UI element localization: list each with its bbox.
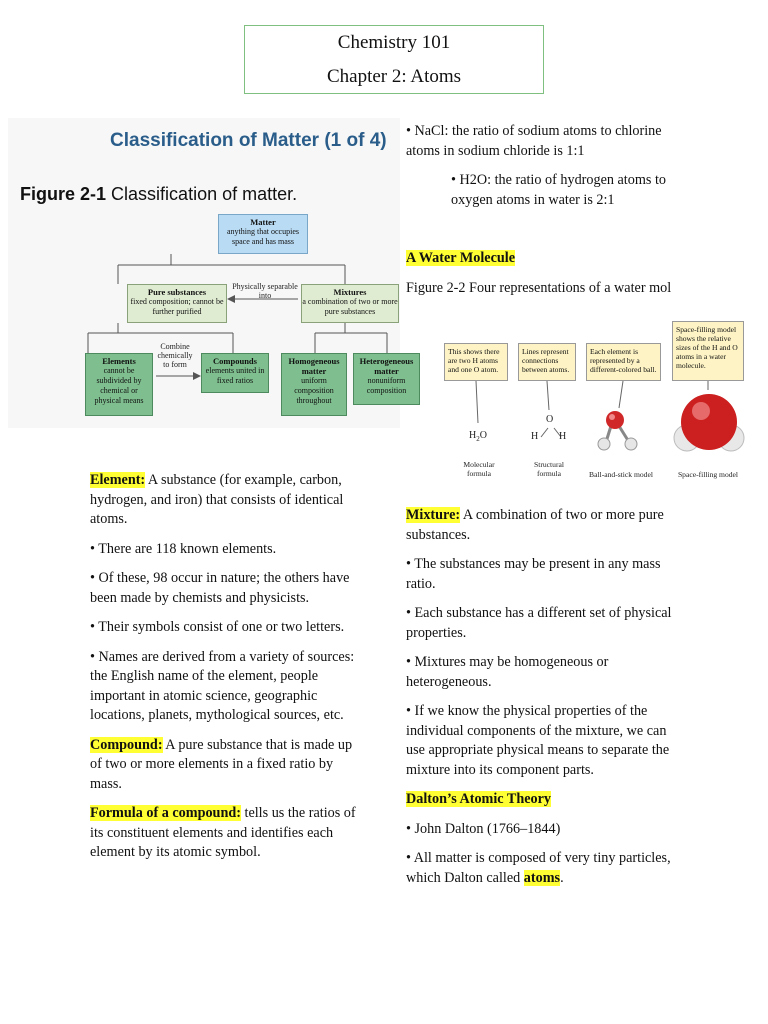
molecular-formula-h2o: $H_2O$ — [469, 430, 487, 443]
mixture-term: Mixture: — [406, 507, 461, 523]
figure-caption: Classification of matter. — [111, 184, 298, 204]
formula-term: Formula of a compound: — [90, 805, 241, 821]
nacl-ratio-text: • NaCl: the ratio of sodium atoms to chlorine atoms in sodium chloride is 1:1 — [406, 123, 662, 159]
compound-definition: Compound: A pure substance that is made up of two or more elements in a fixed ratio by mass. — [90, 736, 353, 792]
figure-2-2-caption: Figure 2-2 Four representations of a water mol — [406, 279, 672, 296]
edge-combine-chemically: Combine chemically to form — [157, 342, 193, 369]
caption-structural-formula: Structural formula — [534, 460, 564, 478]
mixture-bullet-2: • Each substance has a different set of physical properties. — [406, 605, 672, 641]
element-bullet-3: • Their symbols consist of one or two letters. — [90, 619, 345, 635]
callout-space-filling: Space-filling model shows the relative sizes of the H and O atoms in a water molecule. — [672, 321, 744, 381]
edge-physically-separable: Physically separable into — [232, 282, 298, 300]
document-title-box — [244, 25, 544, 94]
left-column — [90, 471, 365, 873]
formula-definition: Formula of a compound: tells us the ratios of its constituent elements and identifies each element by its atomic symbol. — [90, 805, 356, 860]
water-molecule-heading: A Water Molecule — [406, 250, 516, 266]
structural-h-right: H — [559, 431, 567, 442]
mixture-bullet-3: • Mixtures may be homogeneous or heterogeneous. — [406, 654, 609, 690]
figure-water-representations — [441, 318, 751, 490]
node-elements: Elements cannot be subdivided by chemical or physical means — [85, 353, 153, 416]
node-homogeneous-matter: Homogeneous matter uniform composition throughout — [281, 353, 347, 416]
structural-o: O — [546, 414, 554, 425]
caption-space-filling: Space-filling model — [677, 470, 739, 479]
element-bullet-1: • There are 118 known elements. — [90, 540, 277, 557]
h2o-ratio-text: • H2O: the ratio of hydrogen atoms to oxygen atoms in water is 2:1 — [451, 172, 666, 208]
element-definition: Element: A substance (for example, carbon, hydrogen, and iron) that consists of identical atoms. — [90, 472, 344, 527]
slide-title: Classification of Matter (1 of 4) — [110, 130, 387, 151]
node-mixtures: Mixtures a combination of two or more pure substances — [301, 284, 399, 323]
dalton-heading: Dalton’s Atomic Theory — [406, 791, 552, 807]
caption-molecular-formula: Molecular formula — [463, 460, 495, 478]
mixture-definition: Mixture: A combination of two or more pure substances. — [406, 507, 664, 543]
water-molecule-section — [406, 249, 686, 308]
ratio-examples — [406, 122, 686, 220]
figure-classification-of-matter — [8, 118, 414, 428]
element-bullet-4: • Names are derived from a variety of sources: the English name of the element, people important in atomic science, geographic locations, planets, mythological sources, etc. — [90, 648, 355, 723]
element-term: Element: — [90, 472, 146, 488]
dalton-bullet-1: • John Dalton (1766–1844) — [406, 820, 561, 837]
chapter-title: Chapter 2: Atoms — [326, 66, 462, 87]
figure-number: Figure 2-1 — [20, 184, 107, 204]
node-pure-substances: Pure substances fixed composition; cannot be further purified — [127, 284, 227, 323]
course-title: Chemistry 101 — [337, 32, 451, 53]
node-matter: Matter anything that occupies space and has mass — [218, 214, 308, 254]
compound-term: Compound: — [90, 736, 163, 753]
structural-h-left: H — [531, 431, 539, 442]
caption-ball-and-stick: Ball-and-stick model — [589, 470, 653, 479]
right-column — [406, 506, 686, 898]
atoms-term: atoms — [523, 869, 561, 886]
dalton-bullet-2: • All matter is composed of very tiny particles, which Dalton called atoms. — [406, 850, 671, 886]
node-heterogeneous-matter: Heterogeneous matter nonuniform composition — [353, 353, 420, 405]
callout-ball-and-stick: Each element is represented by a different-colored ball. — [586, 343, 661, 381]
mixture-bullet-1: • The substances may be present in any mass ratio. — [406, 556, 661, 592]
node-compounds: Compounds elements united in fixed ratios — [201, 353, 269, 393]
mixture-bullet-4: • If we know the physical properties of the individual components of the mixture, we can use appropriate physical means to separate the mixture into its component parts. — [406, 703, 670, 778]
callout-molecular-formula: This shows there are two H atoms and one O atom. — [444, 343, 508, 381]
element-bullet-2: • Of these, 98 occur in nature; the others have been made by chemists and physicists. — [90, 570, 350, 606]
callout-structural-formula: Lines represent connections between atoms. — [518, 343, 576, 381]
